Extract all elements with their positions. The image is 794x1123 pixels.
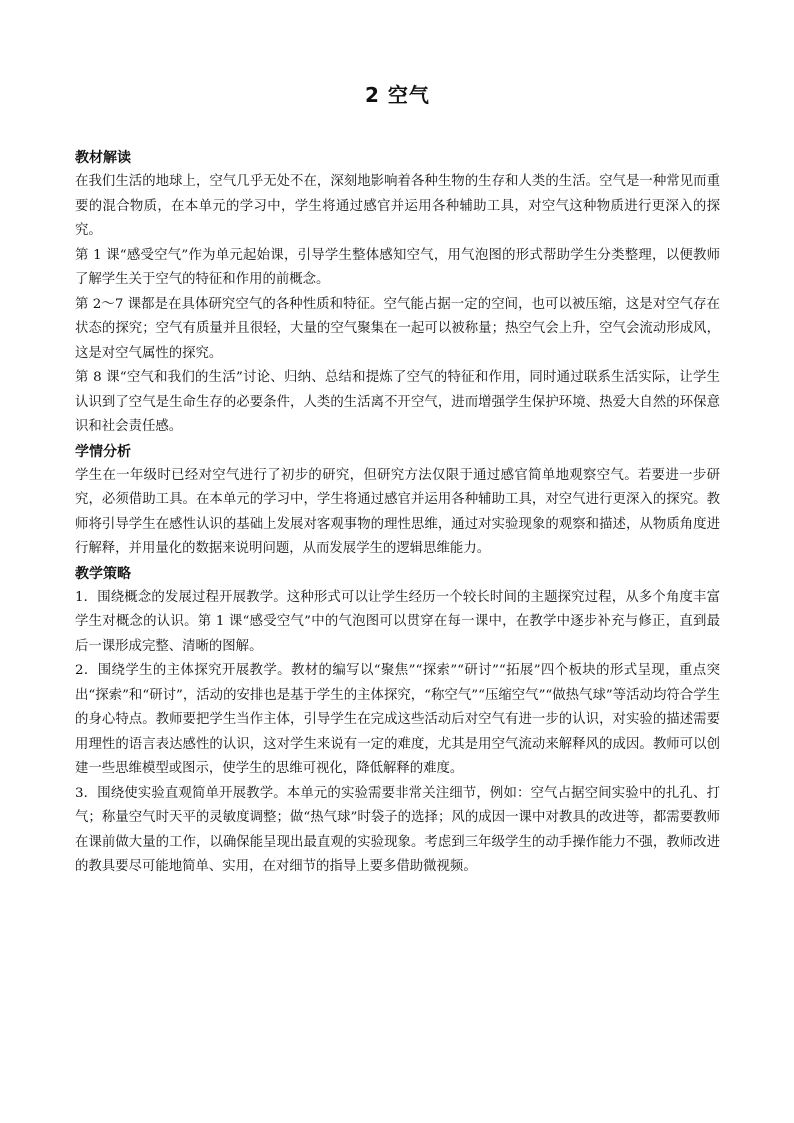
section-heading: 学情分析 <box>75 443 131 460</box>
paragraph: 在我们生活的地球上，空气几乎无处不在，深刻地影响着各种生物的生存和人类的生活。空气是一种常见而重要的混合物质，在本单元的学习中，学生将通过感官并运用各种辅助工具，对空气这种物质进行更深入的探究。 <box>75 174 720 238</box>
page-title: 2 空气 <box>365 83 430 107</box>
paragraph: 第 8 课“空气和我们的生活”讨论、归纳、总结和提炼了空气的特征和作用，同时通过联系生活实际，让学生认识到了空气是生命生存的必要条件，人类的生活离不开空气，进而增强学生保护环境、热爱大自然的环保意识和社会责任感。 <box>75 370 720 434</box>
paragraph: 2．围绕学生的主体探究开展教学。教材的编写以“聚焦”“探索”“研讨”“拓展”四个板块的形式呈现，重点突出“探索”和“研讨”，活动的安排也是基于学生的主体探究，“称空气”“压缩空气”“做热气球”等活动均符合学生的身心特点。教师要把学生当作主体，引导学生在完成这些活动后对空气有进一步的认识，对实验的描述需要用理性的语言表达感性的认识，这对学生来说有一定的难度，尤其是用空气流动来解释风的成因。教师可以创建一些思维模型或图示，使学生的思维可视化，降低解释的难度。 <box>75 663 720 776</box>
paragraph: 第 1 课“感受空气”作为单元起始课，引导学生整体感知空气，用气泡图的形式帮助学生分类整理，以便教师了解学生关于空气的特征和作用的前概念。 <box>75 247 720 287</box>
paragraph: 1．围绕概念的发展过程开展教学。这种形式可以让学生经历一个较长时间的主题探究过程，从多个角度丰富学生对概念的认识。第 1 课“感受空气”中的气泡图可以贯穿在每一课中，在教学中逐步补充与修正，直到最后一课形成完整、清晰的图解。 <box>75 589 720 654</box>
section-heading: 教学策略 <box>75 565 131 582</box>
section-teaching-strategy <box>75 562 720 880</box>
section-learner-analysis <box>75 440 720 562</box>
paragraph: 3．围绕使实验直观简单开展教学。本单元的实验需要非常关注细节，例如：空气占据空间实验中的扎孔、打气；称量空气时天平的灵敏度调整；做“热气球”时袋子的选择；风的成因一课中对教具的改进等，都需要教师在课前做大量的工作，以确保能呈现出最直观的实验现象。考虑到三年级学生的动手操作能力不强，教师改进的教具要尽可能地简单、实用，在对细节的指导上要多借助微视频。 <box>75 785 720 874</box>
section-textbook-interpretation <box>75 146 720 440</box>
paragraph: 学生在一年级时已经对空气进行了初步的研究，但研究方法仅限于通过感官简单地观察空气。若要进一步研究，必须借助工具。在本单元的学习中，学生将通过感官并运用各种辅助工具，对空气进行更深入的探究。教师将引导学生在感性认识的基础上发展对客观事物的理性思维，通过对实验现象的观察和描述，从物质角度进行解释，并用量化的数据来说明问题，从而发展学生的逻辑思维能力。 <box>75 467 720 556</box>
paragraph: 第 2～7 课都是在具体研究空气的各种性质和特征。空气能占据一定的空间，也可以被压缩，这是对空气存在状态的探究；空气有质量并且很轻，大量的空气聚集在一起可以被称量；热空气会上升，空气会流动形成风，这是对空气属性的探究。 <box>75 296 720 361</box>
section-heading: 教材解读 <box>75 150 131 166</box>
